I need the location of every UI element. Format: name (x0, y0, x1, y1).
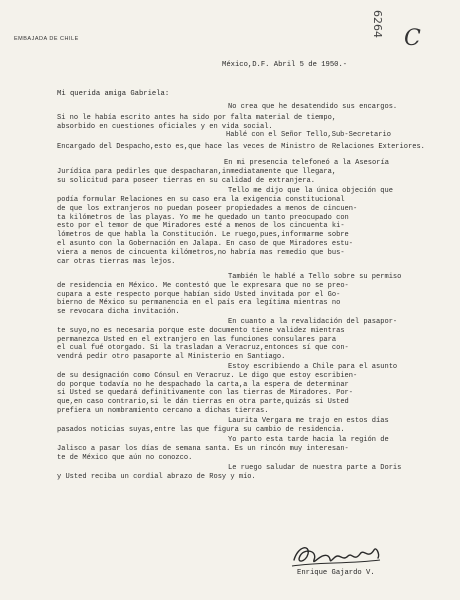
body-line: No crea que he desatendido sus encargos. (228, 103, 398, 111)
body-line: de su designación como Cónsul en Veracruz. Le digo que estoy escribien- (57, 372, 358, 380)
body-line: do porque todavía no he despachado la carta,a la espera de determinar (57, 381, 349, 389)
body-line: vendrá pedir otro pasaporte al Ministerio en Santiago. (57, 353, 286, 361)
body-line: viera a menos de cincuenta kilómetros,no habría mas remedio que bus- (57, 249, 345, 257)
body-line: permanezca Usted en el extranjero en las funciones consulares para (57, 336, 337, 344)
body-line: lómetros de que habla la Constitución. Le ruego,pues,informarme sobre (57, 231, 349, 239)
handwritten-signature (288, 540, 384, 572)
body-line: te suyo,no es necesaria porque este documento tiene validez mientras (57, 327, 345, 335)
letterhead: EMBAJADA DE CHILE (14, 36, 79, 42)
body-line: Yo parto esta tarde hacia la región de (228, 436, 389, 444)
body-line: En mi presencia telefoneó a la Asesoría (224, 159, 389, 167)
body-line: que,en caso contrario,si le dán tierras en otra parte,quizás si Usted (57, 398, 349, 406)
body-line: bierno de México su permanencia en el país era legítima mientras no (57, 299, 341, 307)
letter-date: México,D.F. Abril 5 de 1950.- (222, 61, 348, 69)
body-line: te de México que aún no conozco. (57, 454, 193, 462)
salutation: Mi querida amiga Gabriela: (57, 90, 170, 98)
body-line: se revocara dicha invitación. (57, 308, 180, 316)
body-line: Tello me dijo que la única objeción que (228, 187, 393, 195)
body-line: de residencia en México. Me contestó que le expresara que no se preo- (57, 282, 349, 290)
archive-mark: C (404, 26, 421, 51)
body-line: su solicitud para poseer tierras en su calidad de extranjera. (57, 177, 315, 185)
body-line: si Usted se quedará definitivamente con las tierras de Miradores. Por- (57, 389, 354, 397)
body-line: Le ruego saludar de nuestra parte a Doris (228, 464, 402, 472)
body-line: ta kilómetros de las playas. Yo me he quedado un tanto preocupado con (57, 214, 349, 222)
body-line: Hablé con el Señor Tello,Sub-Secretario (226, 131, 391, 139)
body-line: prefiera un nombramiento cercano a dichas tierras. (57, 407, 269, 415)
body-line: el cual fué otorgado. Si la trasladan a Veracruz,entonces sí que con- (57, 344, 349, 352)
body-line: cupara a este respecto porque habían sido Usted invitada por el Go- (57, 291, 341, 299)
body-line: Si no le había escrito antes ha sido por falta material de tiempo, (57, 114, 337, 122)
body-line: Laurita Vergara me trajo en estos días (228, 417, 389, 425)
body-line: Estoy escribiendo a Chile para el asunto (228, 363, 398, 371)
body-line: Jurídica para pedirles que despacharan,inmediatamente que llegara, (57, 168, 337, 176)
body-line: esto por el temor de que Miradores esté a menos de los cincuenta ki- (57, 222, 345, 230)
body-line: car otras tierras mas lejos. (57, 258, 176, 266)
body-line: de que los extranjeros no puedan poseer propiedades a menos de cincuen- (57, 205, 358, 213)
body-line: Jalisco a pasar los días de semana santa. Es un rincón muy interesan- (57, 445, 349, 453)
body-line: Encargado del Despacho,esto es,que hace las veces de Ministro de Relaciones Exteriores. (57, 143, 425, 151)
body-line: y Usted reciba un cordial abrazo de Rosy y mío. (57, 473, 256, 481)
body-line: absorbido en cuestiones oficiales y en vida social. (57, 123, 273, 131)
body-line: pasados noticias suyas,entre las que figura su cambio de residencia. (57, 426, 345, 434)
body-line: el asunto con la Gobernación en Jalapa. En caso de que Miradores estu- (57, 240, 354, 248)
signer-name: Enrique Gajardo V. (297, 569, 375, 577)
body-line: También le hablé a Tello sobre su permiso (228, 273, 402, 281)
archive-number: 6264 (371, 10, 384, 38)
body-line: En cuanto a la revalidación del pasapor- (228, 318, 398, 326)
body-line: podía formular Relaciones en su caso era la exigencia constitucional (57, 196, 345, 204)
